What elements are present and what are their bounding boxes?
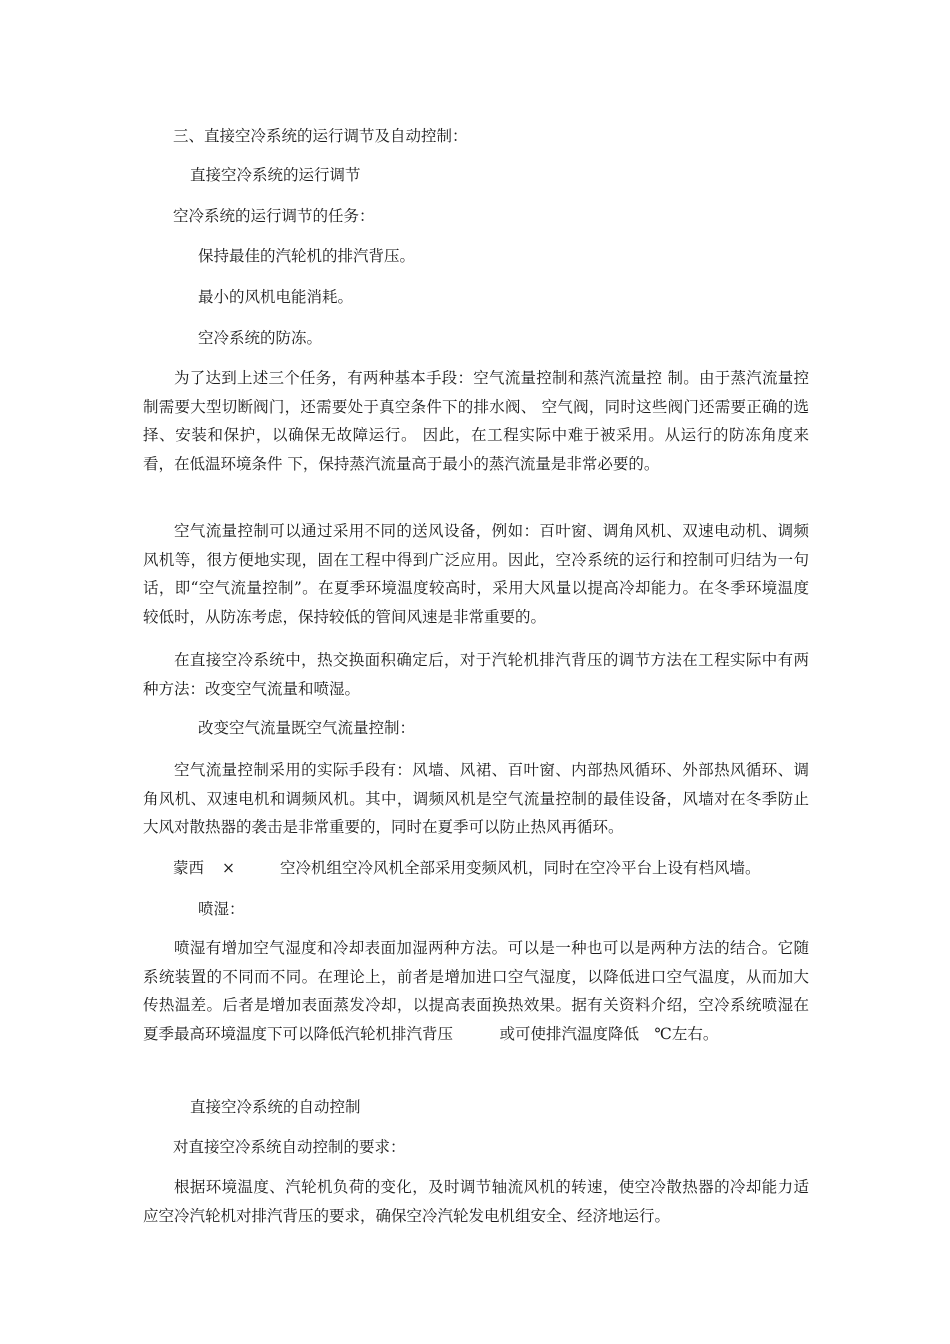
example-row [173,858,761,878]
section-title: 三、直接空冷系统的运行调节及自动控制： [173,127,468,145]
paragraph-adjustment-methods: 在直接空冷系统中，热交换面积确定后，对于汽轮机排汽背压的调节方法在工程实际中有两种方法：改变空气流量和喷湿。 [143,651,809,698]
paragraph-air-flow-control: 空气流量控制可以通过采用不同的送风设备，例如：百叶窗、调角风机、双速电动机、调频风机等，很方便地实现，固在工程中得到广泛应用。因此，空冷系统的运行和控制可归结为一句话，即“空气流量控制”。在夏季环境温度较高时，采用大风量以提高冷却能力。在冬季环境温度较低时，从防冻考虑，保持较低的管间风速是非常重要的。 [143,522,809,626]
example-mark: × [222,859,236,877]
paragraph-control-requirements: 根据环境温度、汽轮机负荷的变化，及时调节轴流风机的转速，使空冷散热器的冷却能力适应空冷汽轮机对排汽背压的要求，确保空冷汽轮发电机组安全、经济地运行。 [143,1178,809,1225]
method-heading-air-flow: 改变空气流量既空气流量控制： [198,719,416,737]
tasks-heading: 空冷系统的运行调节的任务： [173,207,375,225]
subsection-title-automatic-control: 直接空冷系统的自动控制 [190,1098,361,1116]
subsection-title-operation: 直接空冷系统的运行调节 [190,166,361,184]
task-item: 最小的风机电能消耗。 [198,288,354,306]
paragraph-air-flow-means: 空气流量控制采用的实际手段有：风墙、风裙、百叶窗、内部热风循环、外部热风循环、调角风机、双速电机和调频风机。其中，调频风机是空气流量控制的最佳设备，风墙对在冬季防止大风对散热器的袭击是非常重要的，同时在夏季可以防止热风再循环。 [143,761,809,836]
task-item: 空冷系统的防冻。 [198,329,323,347]
control-requirements-heading: 对直接空冷系统自动控制的要求： [173,1138,406,1156]
paragraph-control-means: 为了达到上述三个任务，有两种基本手段：空气流量控制和蒸汽流量控 制。由于蒸汽流量控制需要大型切断阀门，还需要处于真空条件下的排水阀、 空气阀，同时这些阀门还需要正确的选择、安装和保护，以确保无故障运行。 因此，在工程实际中难于被采用。从运行的防冻角度来看，在低温环境条件 下，保持蒸汽流量高于最小的蒸汽流量是非常必要的。 [143,369,809,473]
method-heading-spray: 喷湿： [198,900,245,918]
task-item: 保持最佳的汽轮机的排汽背压。 [198,247,416,265]
example-text: 空冷机组空冷风机全部采用变频风机，同时在空冷平台上设有档风墙。 [280,859,761,877]
example-plant-name: 蒙西 [173,859,205,877]
paragraph-spray-humidification: 喷湿有增加空气湿度和冷却表面加湿两种方法。可以是一种也可以是两种方法的结合。它随系统装置的不同而不同。在理论上，前者是增加进口空气湿度，以降低进口空气温度，从而加大传热温差。后者是增加表面蒸发冷却，以提高表面换热效果。据有关资料介绍，空冷系统喷湿在夏季最高环境温度下可以降低汽轮机排汽背压 或可使排汽温度降低 ℃左右。 [143,939,809,1043]
